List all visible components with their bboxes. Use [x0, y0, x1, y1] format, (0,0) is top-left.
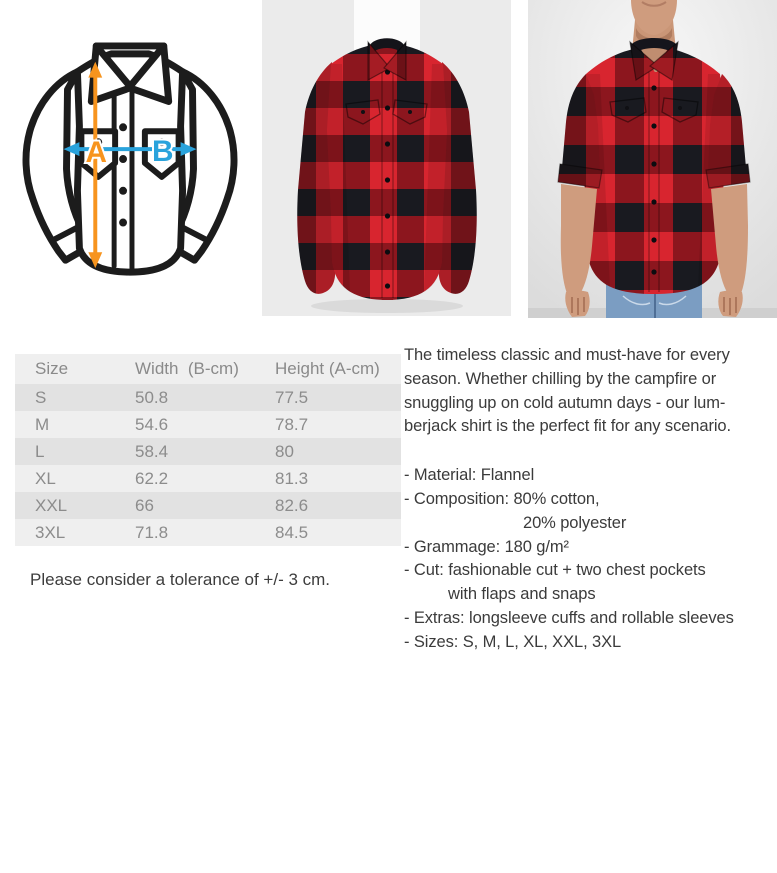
detail-line-extras: - Extras: longsleeve cuffs and rollable sleeves [404, 608, 734, 627]
detail-line-composition-cont: 20% polyester [523, 513, 627, 532]
label-a: A [85, 136, 108, 169]
model-photo [528, 0, 777, 318]
cell-size: M [35, 414, 50, 434]
detail-line-material: - Material: Flannel [404, 466, 535, 485]
cell-width: 62.2 [135, 468, 169, 488]
table-row [15, 411, 401, 438]
shirt-shadow [311, 299, 463, 313]
table-row [15, 492, 401, 519]
table-row [15, 438, 401, 465]
cell-size: S [35, 387, 47, 407]
cell-width: 66 [135, 495, 154, 515]
column-header-size: Size [35, 359, 69, 378]
cell-width: 54.6 [135, 414, 169, 434]
paragraph-line: snuggling up on cold autumn days - our lum- [404, 393, 726, 412]
cell-height: 84.5 [275, 522, 309, 542]
measurement-diagram [6, 30, 254, 294]
product-description [404, 344, 776, 655]
detail-line-cut-cont: with flaps and snaps [448, 585, 596, 604]
detail-line-sizes: - Sizes: S, M, L, XL, XXL, 3XL [404, 632, 622, 651]
description-paragraph [404, 344, 776, 439]
cell-height: 78.7 [275, 414, 309, 434]
model-wearing-shirt [528, 0, 777, 318]
tolerance-note: Please consider a tolerance of +/- 3 cm. [30, 570, 331, 589]
column-header-width: Width (B-cm) [135, 359, 239, 378]
cell-height: 77.5 [275, 387, 309, 407]
table-row [15, 519, 401, 546]
cell-size: XL [35, 468, 56, 488]
size-table [15, 354, 401, 546]
cell-width: 58.4 [135, 441, 169, 461]
paragraph-line: season. Whether chilling by the campfire or [404, 369, 717, 388]
cell-size: 3XL [35, 522, 66, 542]
shirt-sketch [6, 30, 254, 294]
detail-line-composition: - Composition: 80% cotton, [404, 489, 600, 508]
cell-height: 80 [275, 441, 294, 461]
flannel-shirt-photo [262, 0, 511, 316]
table-row [15, 384, 401, 411]
paragraph-line: berjack shirt is the perfect fit for any scenario. [404, 417, 731, 436]
model-placket [649, 72, 659, 292]
column-header-height: Height (A-cm) [275, 359, 380, 378]
placket [382, 66, 393, 300]
detail-line-cut: - Cut: fashionable cut + two chest pockets [404, 561, 706, 580]
product-photo [262, 0, 511, 316]
cell-height: 82.6 [275, 495, 309, 515]
label-b: B [151, 135, 174, 169]
table-row [15, 465, 401, 492]
description-details [404, 464, 776, 654]
table-header-row [15, 354, 401, 384]
paragraph-line: The timeless classic and must-have for every [404, 346, 730, 364]
cell-width: 71.8 [135, 522, 169, 542]
cell-height: 81.3 [275, 468, 309, 488]
cell-size: L [35, 441, 45, 461]
detail-line-grammage: - Grammage: 180 g/m² [404, 537, 569, 556]
cell-size: XXL [35, 495, 68, 515]
cell-width: 50.8 [135, 387, 169, 407]
